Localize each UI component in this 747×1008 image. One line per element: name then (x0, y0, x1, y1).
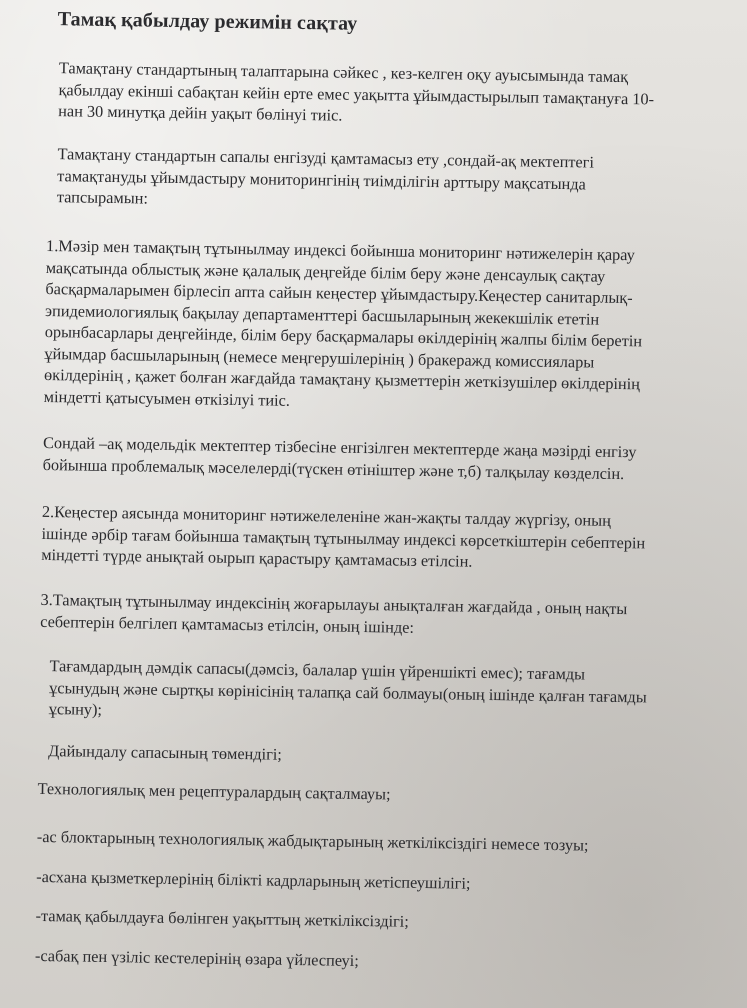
paragraph-standard-goal: Тамақтану стандартын сапалы енгізуді қамтамасыз ету ,сондай-ақ мектептегі тамақтануды ұйымдастыру мониторингінің тиімділігін арттыру мақсатында тапсырамын: (56, 144, 595, 208)
document-body (34, 0, 740, 970)
paragraph-item-2: 2.Кеңестер аясында мониторинг нәтижелеленіне жан-жақты талдау жүргізу, оның ішінде әрбір тағам бойынша тамақтың тұтынылмау индексі көрсеткіштерін себептерін міндетті түрде анықтай оырып қарастыру қамтамасыз етілсін. (41, 501, 646, 571)
paragraph-item-1: 1.Мәзір мен тамақтың тұтынылмау индексі бойынша мониторинг нәтижелерін қарау мақсатында облыстық және қалалық деңгейде білім беру және денсаулық сақтау басқармаларымен бірлесіп апта сайын кеңестер ұйымдастыру.Кеңестер санитарлық- эпидемиологиялық бақылау департаменттері басшыларының жекекшілік ететін орынбасарлары деңгейінде, білім беру басқармалары өкілдерінің жалпы білім беретін ұйымдар басшыларының (немесе меңгерушілерінің ) бракеражд комиссиялары өкілдерінің , қажет болған жағдайда тамақтану қызметтерін жеткізушілер өкілдерінің міндетті қатысуымен өткізілуі тиіс. (43, 235, 643, 410)
paragraph-item-3: 3.Тамақтың тұтынылмау индексінің жоғарылауы анықталған жағдайда , оның нақты себептерін белгілеп қамтамасыз етілсін, оның ішінде: (40, 589, 628, 637)
list-item-technology-recipes: Технологиялық мен рецептуралардың сақталмауы; (37, 778, 391, 804)
paragraph-taste-quality: Тағамдардың дәмдік сапасы(дәмсіз, балалар үшін үйреншікті емес); тағамды ұсынудың және сыртқы көрінісінің талапқа сай болмауы(оның ішінде қалған тағамды ұсыну); (48, 656, 647, 719)
paragraph-meal-timing: Тамақтану стандартының талаптарына сәйкес , кез-келген оқу ауысымында тамақ қабылдау екінші сабақтан кейін ерте емес уақытта ұйымдастырылып тамақтануға 10- нан 30 минутқа дейін уақыт бөлінуі тиіс. (58, 58, 655, 125)
document-title: Тамақ қабылдау режимін сақтау (57, 8, 358, 35)
list-item-preparation-quality: Дайындалу сапасының төмендігі; (48, 741, 283, 764)
list-item-staff: -асхана қызметкерлерінің білікті кадрларының жетіспеушілігі; (36, 866, 471, 893)
paragraph-model-schools: Сондай –ақ модельдік мектептер тізбесіне енгізілген мектептерде жаңа мәзірді енгізу бойынша проблемалық мәселелерді(түскен өтініштер және т,б) талқылау көзделсін. (42, 432, 637, 483)
list-item-meal-time: -тамақ қабылдауға бөлінген уақыттың жеткіліксіздігі; (35, 905, 409, 931)
list-item-equipment: -ас блоктарының технологиялық жабдықтарының жеткіліксіздігі немесе тозуы; (36, 826, 589, 855)
list-item-schedules: -сабақ пен үзіліс кестелерінің өзара үйлеспеуі; (34, 945, 359, 970)
